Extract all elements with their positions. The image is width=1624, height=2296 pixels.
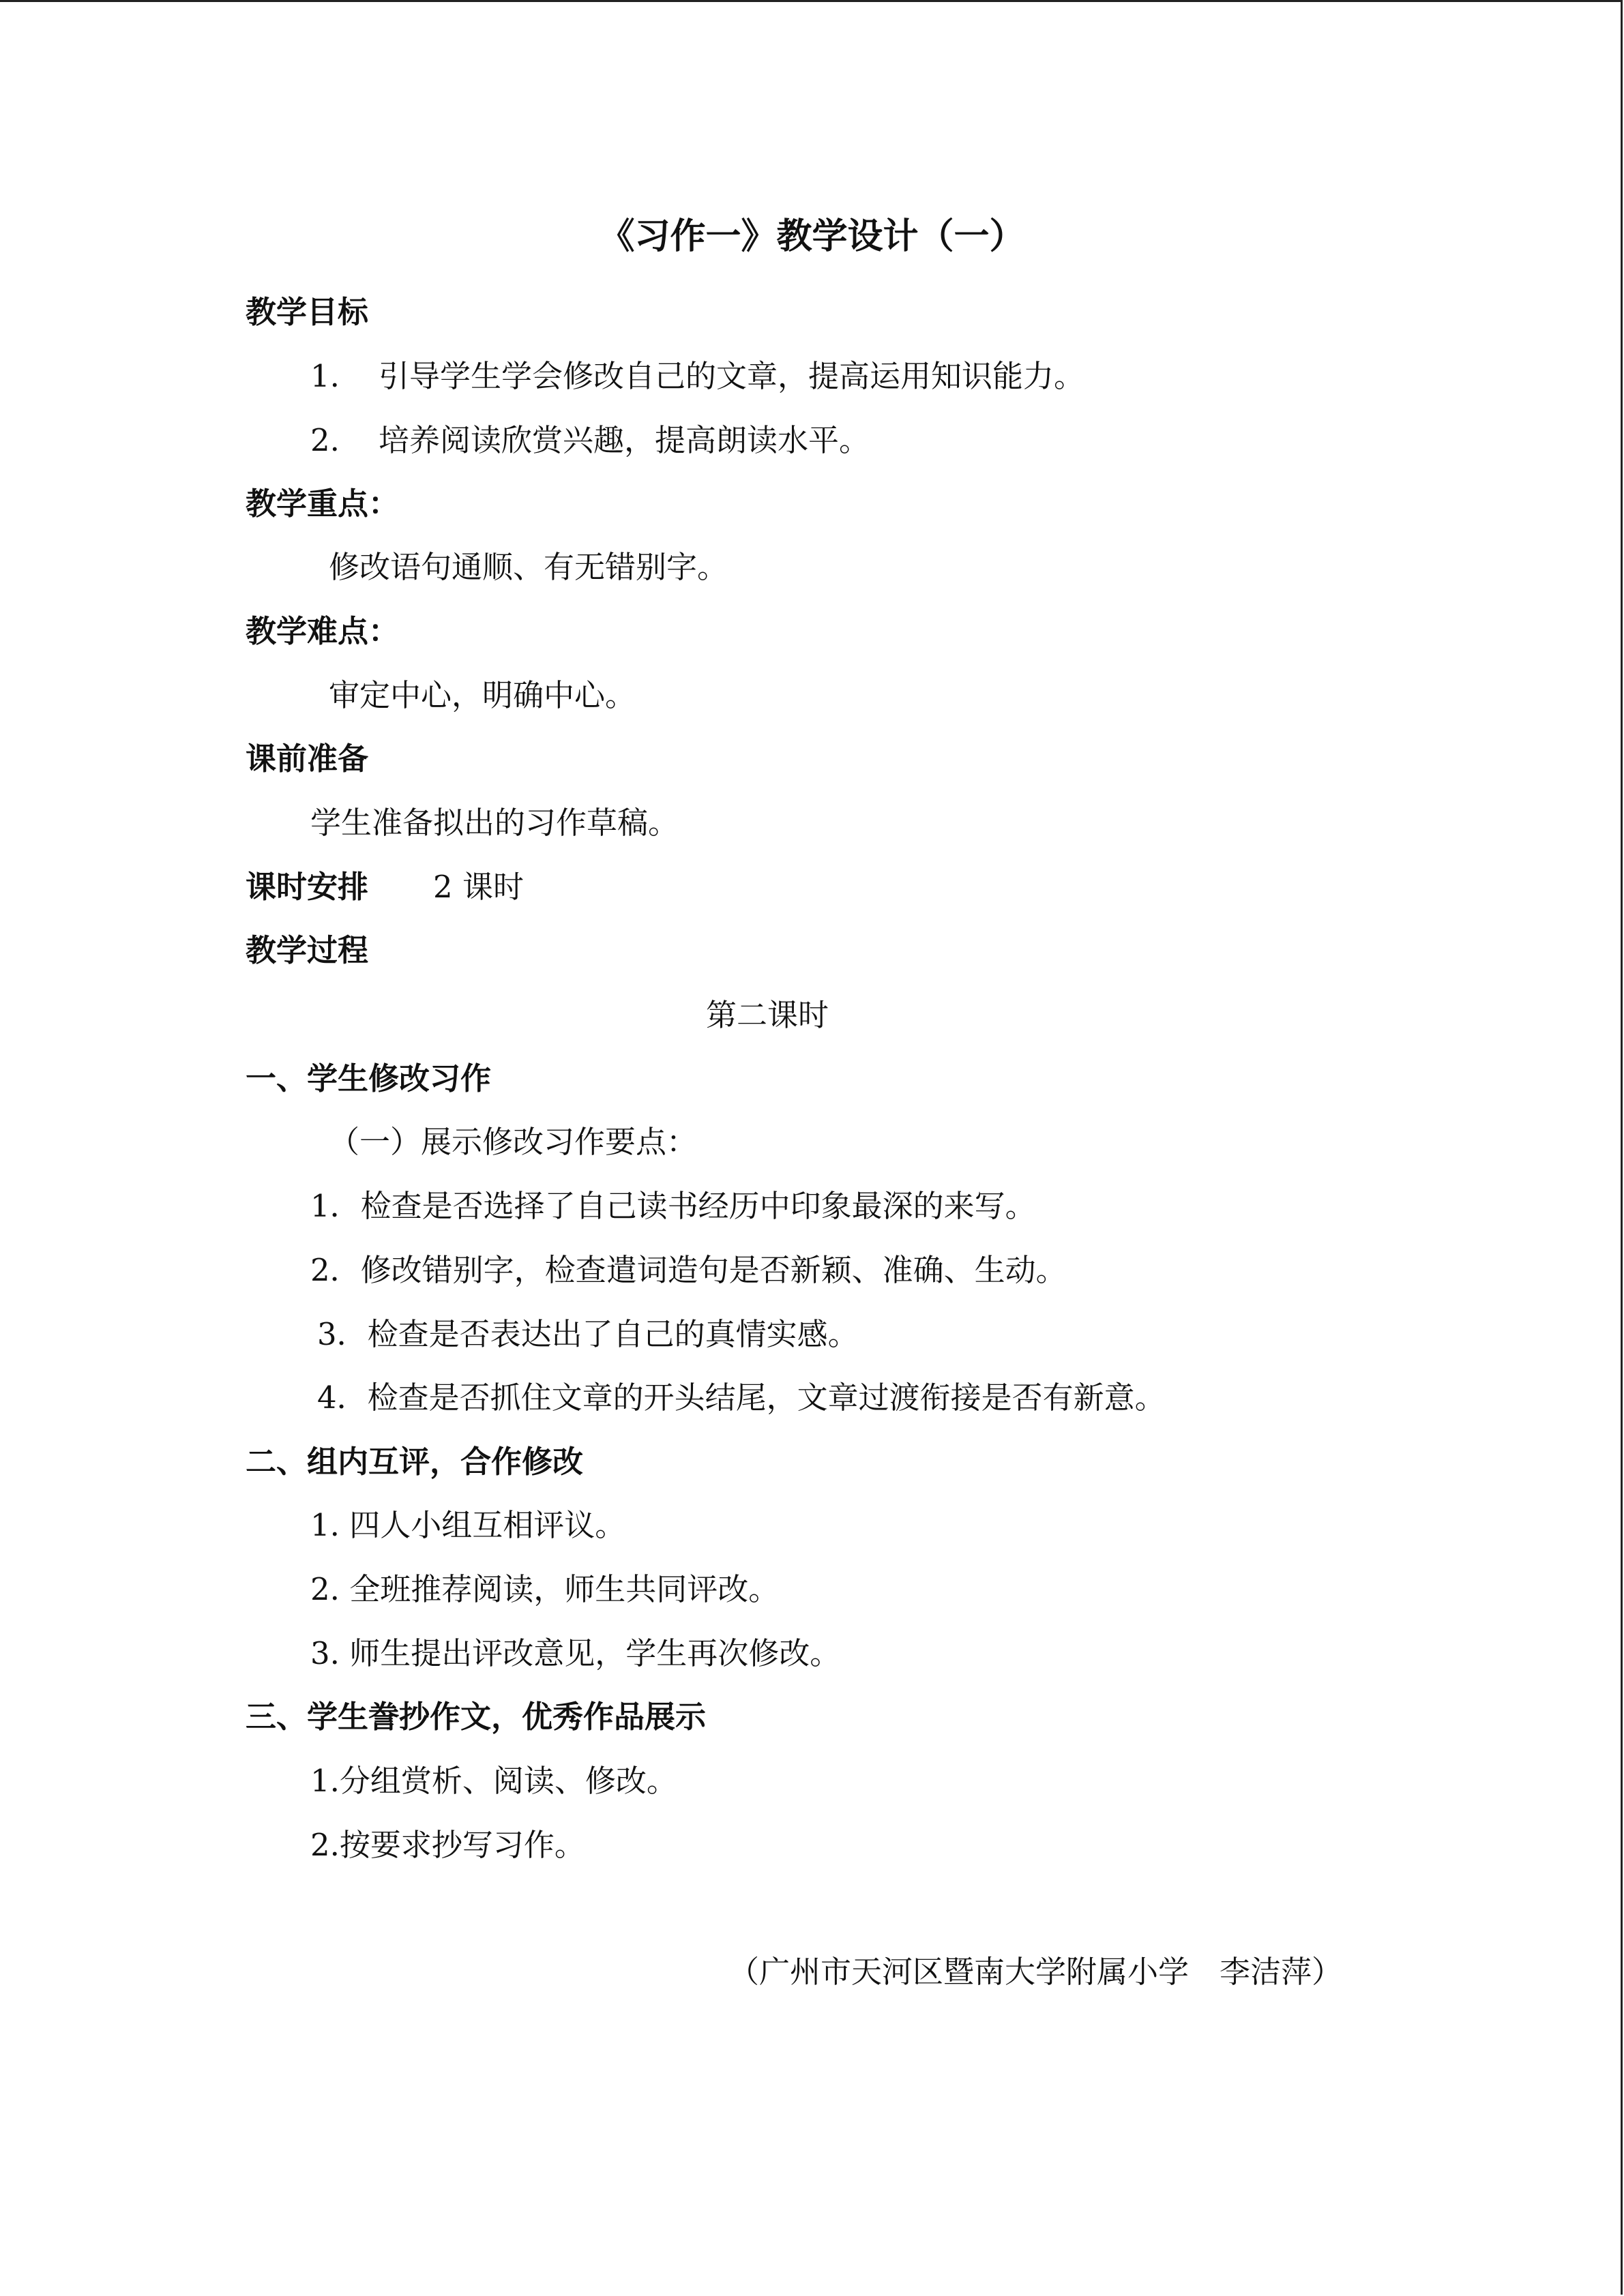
- part1-item-2: 2．修改错别字，检查遣词造句是否新颖、准确、生动。: [310, 1252, 1067, 1288]
- schedule-value: 2 课时: [433, 869, 524, 905]
- part3-item-2: 2.按要求抄写习作。: [310, 1827, 585, 1863]
- part2-heading: 二、组内互评，合作修改: [246, 1444, 584, 1480]
- part2-item-3: 3. 师生提出评改意见，学生再次修改。: [310, 1635, 841, 1671]
- lesson-label: 第二课时: [705, 997, 829, 1033]
- part3-heading: 三、学生誊抄作文，优秀作品展示: [246, 1699, 707, 1735]
- difficulty-heading: 教学难点：: [246, 613, 400, 649]
- goal-item-2-text: 培养阅读欣赏兴趣，提高朗读水平。: [379, 422, 870, 458]
- part1-item-4: 4．检查是否抓住文章的开头结尾，文章过渡衔接是否有新意。: [317, 1380, 1166, 1416]
- part2-item-1: 1. 四人小组互相评议。: [310, 1507, 626, 1543]
- part2-item-2: 2. 全班推荐阅读，师生共同评改。: [310, 1571, 780, 1607]
- part1-item-1: 1．检查是否选择了自己读书经历中印象最深的来写。: [310, 1188, 1036, 1224]
- goal-item-1-number: 1.: [310, 358, 340, 394]
- part3-item-1: 1.分组赏析、阅读、修改。: [310, 1763, 677, 1799]
- key-points-heading: 教学重点：: [246, 486, 400, 522]
- key-points-text: 修改语句通顺、有无错别字。: [329, 549, 728, 585]
- goal-item-2: [310, 420, 870, 461]
- process-heading: 教学过程: [246, 932, 369, 968]
- schedule-heading: 课时安排: [246, 869, 369, 905]
- part1-heading: 一、学生修改习作: [246, 1060, 492, 1097]
- schedule-row: [246, 867, 524, 908]
- author-attribution: （广州市天河区暨南大学附属小学 李洁萍）: [728, 1954, 1343, 1990]
- preparation-heading: 课前准备: [246, 741, 369, 777]
- goal-item-2-number: 2.: [310, 422, 340, 458]
- goal-item-1-text: 引导学生学会修改自己的文章，提高运用知识能力。: [379, 358, 1085, 394]
- document-title: 《习作一》教学设计（一）: [599, 216, 1025, 257]
- part1-sub-heading: （一）展示修改习作要点：: [329, 1124, 698, 1160]
- goals-heading: 教学目标: [246, 294, 369, 330]
- part1-item-3: 3．检查是否表达出了自己的真情实感。: [317, 1316, 859, 1352]
- preparation-text: 学生准备拟出的习作草稿。: [310, 805, 679, 841]
- difficulty-text: 审定中心，明确中心。: [329, 677, 636, 713]
- goal-item-1: [310, 356, 1084, 397]
